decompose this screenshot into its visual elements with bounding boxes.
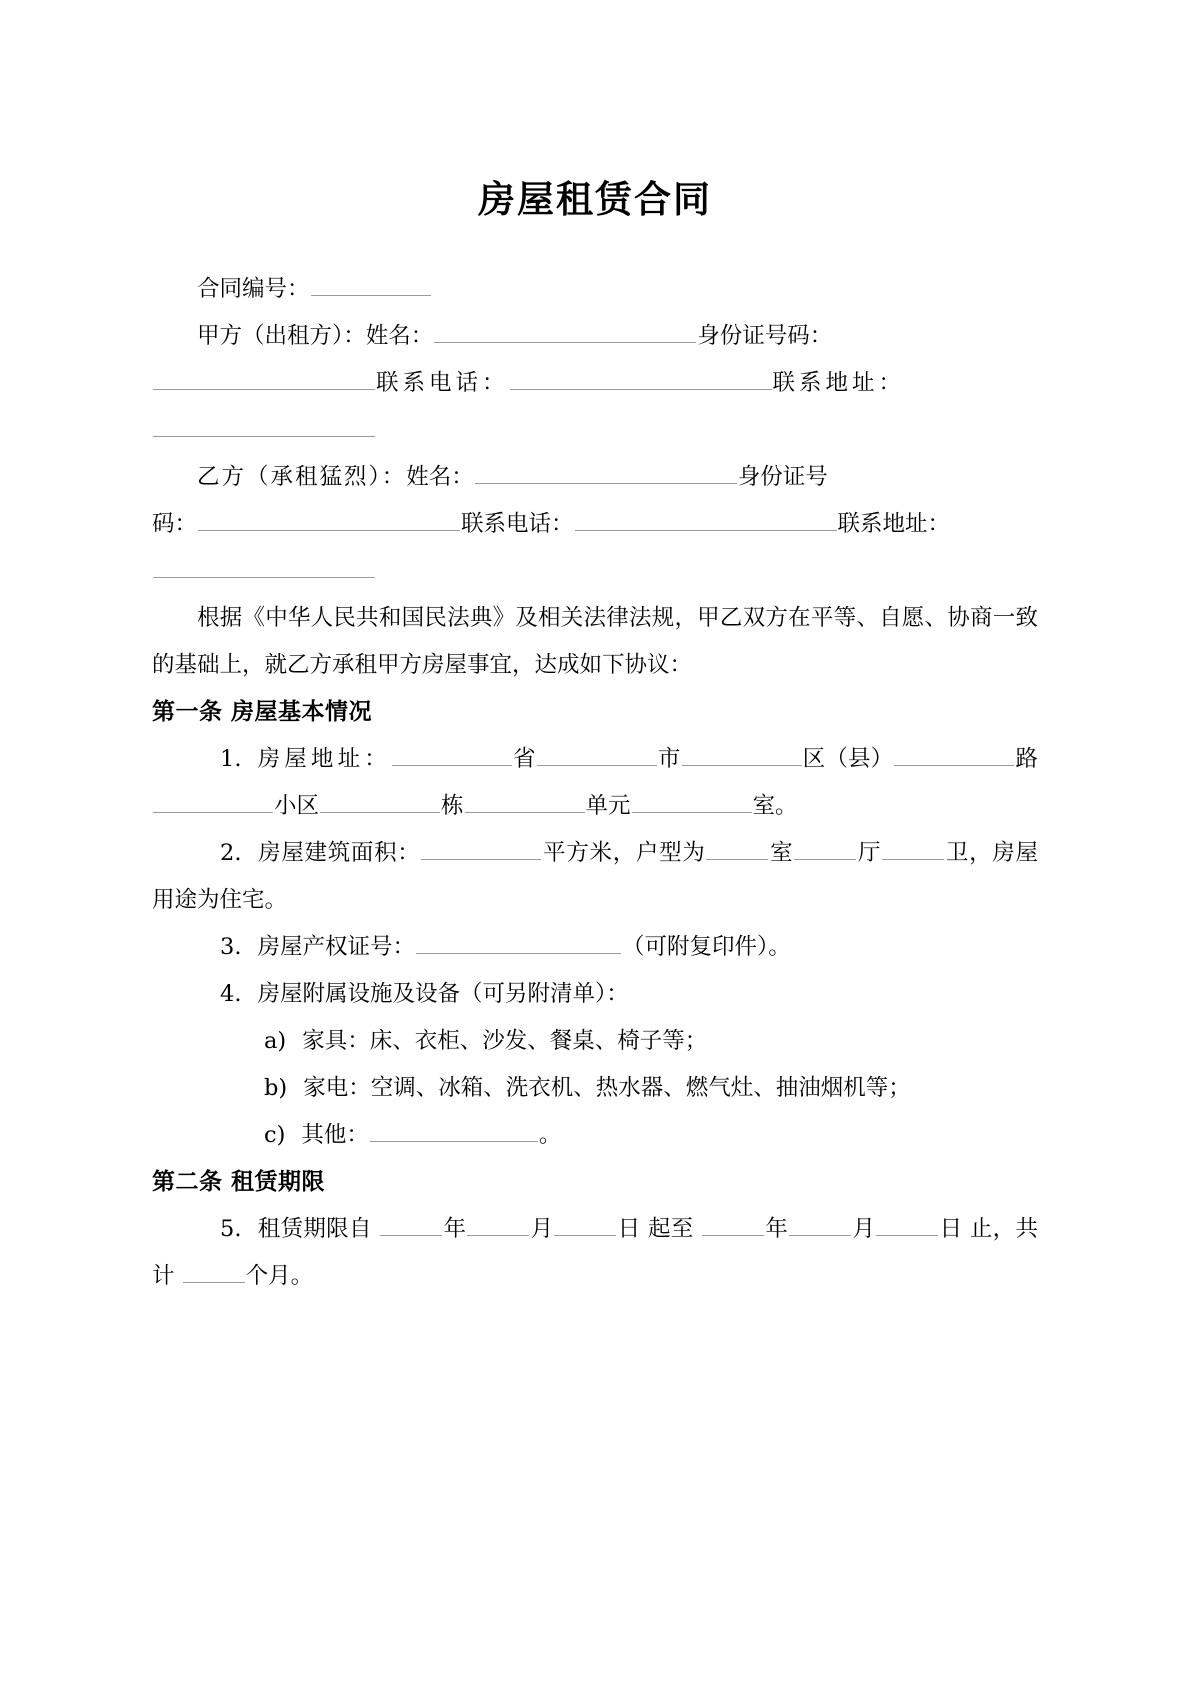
item-5-middle: 起至 [648,1216,694,1243]
end-day-blank[interactable] [876,1211,938,1236]
party-a-address-blank[interactable] [153,412,375,437]
article-1-item-4-sub-b [152,1065,1038,1112]
party-b-label: 乙方（承租猛烈）： [197,464,407,491]
document-content [152,0,1038,1300]
party-b-id-label-head: 身份证号 [737,464,828,491]
halls-blank[interactable] [794,835,856,860]
party-b-name-label: 姓名： [406,464,474,491]
preamble-paragraph: 根据《中华人民共和国民法典》及相关法律法规，甲乙双方在平等、自愿、协商一致的基础上，就乙方承租甲方房屋事宜，达成如下协议： [152,605,1038,679]
end-year-blank[interactable] [702,1211,764,1236]
province-label: 省 [512,746,536,773]
article-1-item-1 [152,736,1038,830]
article-2-heading: 第二条 租赁期限 [152,1169,326,1196]
article-2-item-5 [152,1206,1038,1300]
sub-b-text: 家电：空调、冰箱、洗衣机、热水器、燃气灶、抽油烟机等； [303,1075,911,1102]
sub-b-marker: b) [264,1075,288,1102]
page-title: 房屋租赁合同 [478,178,712,221]
start-month-blank[interactable] [467,1211,529,1236]
item-1-label: 房屋地址： [257,746,391,773]
item-4-label: 房屋附属设施及设备（可另附清单）： [257,981,629,1008]
party-a-line-1 [152,313,1038,360]
halls-label: 厅 [857,840,882,867]
party-a-phone-blank[interactable] [510,365,772,390]
end-month-blank[interactable] [789,1211,851,1236]
article-1-item-4-sub-a [152,1018,1038,1065]
party-a-line-3 [152,407,1038,454]
party-a-label: 甲方（出租方）： [197,323,366,350]
party-b-line-1 [152,454,1038,501]
item-5-prefix: 租赁期限自 [257,1216,372,1243]
item-3-label: 房屋产权证号： [257,934,415,961]
party-a-name-blank[interactable] [434,318,696,343]
party-a-id-blank[interactable] [153,365,375,390]
sub-c-marker: c) [264,1122,286,1149]
sub-a-marker: a) [264,1028,287,1055]
party-b-name-blank[interactable] [475,459,737,484]
rooms-label: 室 [769,840,794,867]
article-1-item-2 [152,830,1038,924]
total-months-blank[interactable] [183,1258,245,1283]
contract-number-line [152,266,1038,313]
end-day-label: 日 [939,1216,963,1243]
contract-number-blank[interactable] [311,271,431,296]
party-a-line-2 [152,360,1038,407]
start-day-label: 日 [617,1216,641,1243]
city-label: 市 [657,746,681,773]
baths-label: 卫，房屋用途为住宅。 [152,840,1038,914]
party-b-line-3 [152,548,1038,595]
item-2-label: 房屋建筑面积： [257,840,421,867]
road-label: 路 [1015,746,1038,773]
building-label: 栋 [441,793,464,820]
party-b-id-blank[interactable] [198,506,460,531]
community-label: 小区 [274,793,320,820]
party-b-phone-blank[interactable] [575,506,837,531]
item-3-note: （可附复印件）。 [621,934,791,961]
unit-blank[interactable] [465,788,585,813]
start-year-label: 年 [443,1216,467,1243]
area-blank[interactable] [421,835,541,860]
party-b-address-blank[interactable] [153,553,375,578]
end-year-label: 年 [765,1216,789,1243]
item-2-marker: 2. [220,840,242,867]
district-blank[interactable] [682,741,802,766]
area-unit-label: 平方米，户型为 [542,840,706,867]
city-blank[interactable] [537,741,657,766]
party-a-name-label: 姓名： [365,323,434,350]
sub-a-text: 家具：床、衣柜、沙发、餐桌、椅子等； [302,1028,708,1055]
article-1-item-4-sub-c [152,1112,1038,1159]
item-4-marker: 4. [220,981,242,1008]
party-a-id-label: 身份证号码： [697,323,833,350]
article-1-item-4 [152,971,1038,1018]
item-3-marker: 3. [220,934,242,961]
unit-label: 单元 [585,793,631,820]
room-label: 室。 [752,793,798,820]
start-year-blank[interactable] [380,1211,442,1236]
party-b-phone-label: 联系电话： [461,511,574,538]
item-5-end: 止，共计 [152,1216,1038,1290]
end-month-label: 月 [852,1216,876,1243]
other-facilities-blank[interactable] [370,1117,538,1142]
province-blank[interactable] [392,741,512,766]
baths-blank[interactable] [882,835,944,860]
building-blank[interactable] [320,788,440,813]
property-certificate-blank[interactable] [416,929,621,954]
total-months-label: 个月。 [245,1263,314,1290]
sub-c-label: 其他： [301,1122,369,1149]
item-1-marker: 1. [220,746,242,773]
party-a-address-label: 联系地址： [772,370,906,397]
rooms-blank[interactable] [706,835,768,860]
article-1-item-3 [152,924,1038,971]
party-b-address-label: 联系地址： [837,511,951,538]
party-a-phone-label: 联系电话： [376,370,509,397]
room-blank[interactable] [632,788,752,813]
party-b-line-2 [152,501,1038,548]
contract-number-label: 合同编号： [197,276,310,303]
start-month-label: 月 [530,1216,554,1243]
party-b-id-label-tail: 码： [152,511,198,538]
district-label: 区（县） [802,746,894,773]
start-day-blank[interactable] [554,1211,616,1236]
item-5-marker: 5. [220,1216,242,1243]
sub-c-tail: 。 [538,1122,562,1149]
road-blank[interactable] [894,741,1014,766]
community-blank[interactable] [153,788,273,813]
article-1-heading: 第一条 房屋基本情况 [152,699,373,726]
